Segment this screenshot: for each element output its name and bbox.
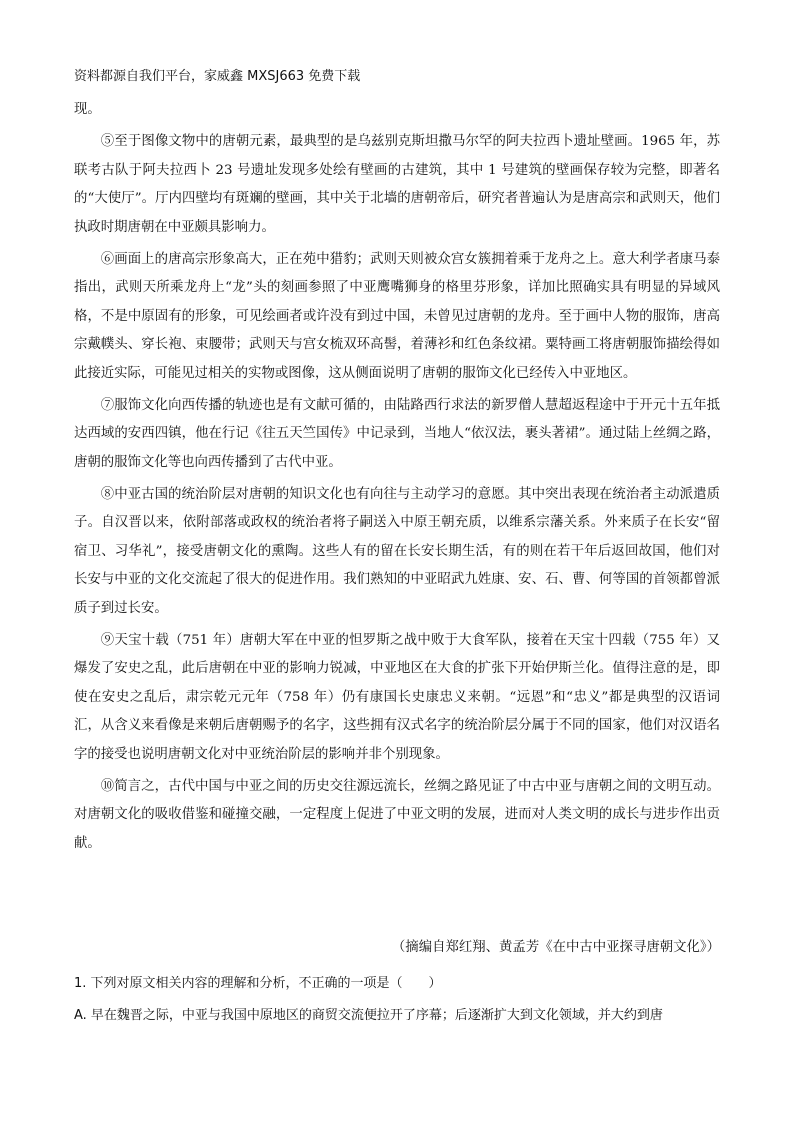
paragraph-6: ⑥画面上的唐高宗形象高大，正在苑中猎豹；武则天则被众宫女簇拥着乘于龙舟之上。意大利学者康马泰指出，武则天所乘龙舟上“龙”头的刻画参照了中亚鹰嘴狮身的格里芬形象，详加比照确实具有明显的异域风格，不是中原固有的形象，可见绘画者或许没有到过中国，未曾见过唐朝的龙舟。至于画中人物的服饰，唐高宗戴幞头、穿长袍、束腰带；武则天与宫女梳双环高髻，着薄衫和红色条纹裙。粟特画工将唐朝服饰描绘得如此接近实际，可能见过相关的实物或图像，这从侧面说明了唐朝的服饰文化已经传入中亚地区。 bbox=[74, 251, 720, 381]
question-1 bbox=[74, 968, 734, 1032]
paragraph-10: ⑩简言之，古代中国与中亚之间的历史交往源远流长，丝绸之路见证了中古中亚与唐朝之间的文明互动。对唐朝文化的吸收借鉴和碰撞交融，一定程度上促进了中亚文明的发展，进而对人类文明的成长与进步作出贡献。 bbox=[74, 778, 720, 851]
option-a: A. 早在魏晋之际，中亚与我国中原地区的商贸交流便拉开了序幕；后逐渐扩大到文化领域，并大约到唐 bbox=[74, 1008, 663, 1023]
question-stem: 1. 下列对原文相关内容的理解和分析，不正确的一项是（ ） bbox=[74, 976, 442, 991]
paragraph-4-tail: 现。 bbox=[74, 102, 101, 117]
paragraph-5: ⑤至于图像文物中的唐朝元素，最典型的是乌兹别克斯坦撒马尔罕的阿夫拉西卜遗址壁画。1965 年，苏联考古队于阿夫拉西卜 23 号遗址发现多处绘有壁画的古建筑，其中 1 号建筑的壁画保存较为完整，即著名的“大使厅”。厅内四壁均有斑斓的壁画，其中关于北墙的唐朝帝后，研究者普遍认为是唐高宗和武则天，他们执政时期唐朝在中亚颇具影响力。 bbox=[74, 134, 720, 235]
paragraph-9: ⑨天宝十载（751 年）唐朝大军在中亚的怛罗斯之战中败于大食军队，接着在天宝十四载（755 年）又爆发了安史之乱，此后唐朝在中亚的影响力锐减，中亚地区在大食的扩张下开始伊斯兰化。值得注意的是，即使在安史之乱后，肃宗乾元元年（758 年）仍有康国长史康忠义来朝。“远恩”和“忠义”都是典型的汉语词汇，从含义来看像是来朝后唐朝赐予的名字，这些拥有汉式名字的统治阶层分属于不同的国家，他们对汉语名字的接受也说明唐朝文化对中亚统治阶层的影响并非个别现象。 bbox=[74, 632, 720, 762]
page-header: 资料都源自我们平台，家威鑫 MXSJ663 免费下载 bbox=[74, 69, 361, 84]
paragraph-7: ⑦服饰文化向西传播的轨迹也是有文献可循的，由陆路西行求法的新罗僧人慧超返程途中于开元十五年抵达西域的安西四镇，他在行记《往五天竺国传》中记录到，当地人“依汉法，裹头著裙”。通过陆上丝绸之路，唐朝的服饰文化等也向西传播到了古代中亚。 bbox=[74, 397, 720, 470]
article-source: （摘编自郑红翔、黄孟芳《在中古中亚探寻唐朝文化》） bbox=[391, 940, 720, 955]
paragraph-8: ⑧中亚古国的统治阶层对唐朝的知识文化也有向往与主动学习的意愿。其中突出表现在统治者主动派遣质子。自汉晋以来，依附部落或政权的统治者将子嗣送入中原王朝充质，以维系宗藩关系。外来质子在长安“留宿卫、习华礼”，接受唐朝文化的熏陶。这些人有的留在长安长期生活，有的则在若干年后返回故国，他们对长安与中亚的文化交流起了很大的促进作用。我们熟知的中亚昭武九姓康、安、石、曹、何等国的首领都曾派质子到过长安。 bbox=[74, 486, 720, 616]
article-body bbox=[74, 96, 720, 862]
